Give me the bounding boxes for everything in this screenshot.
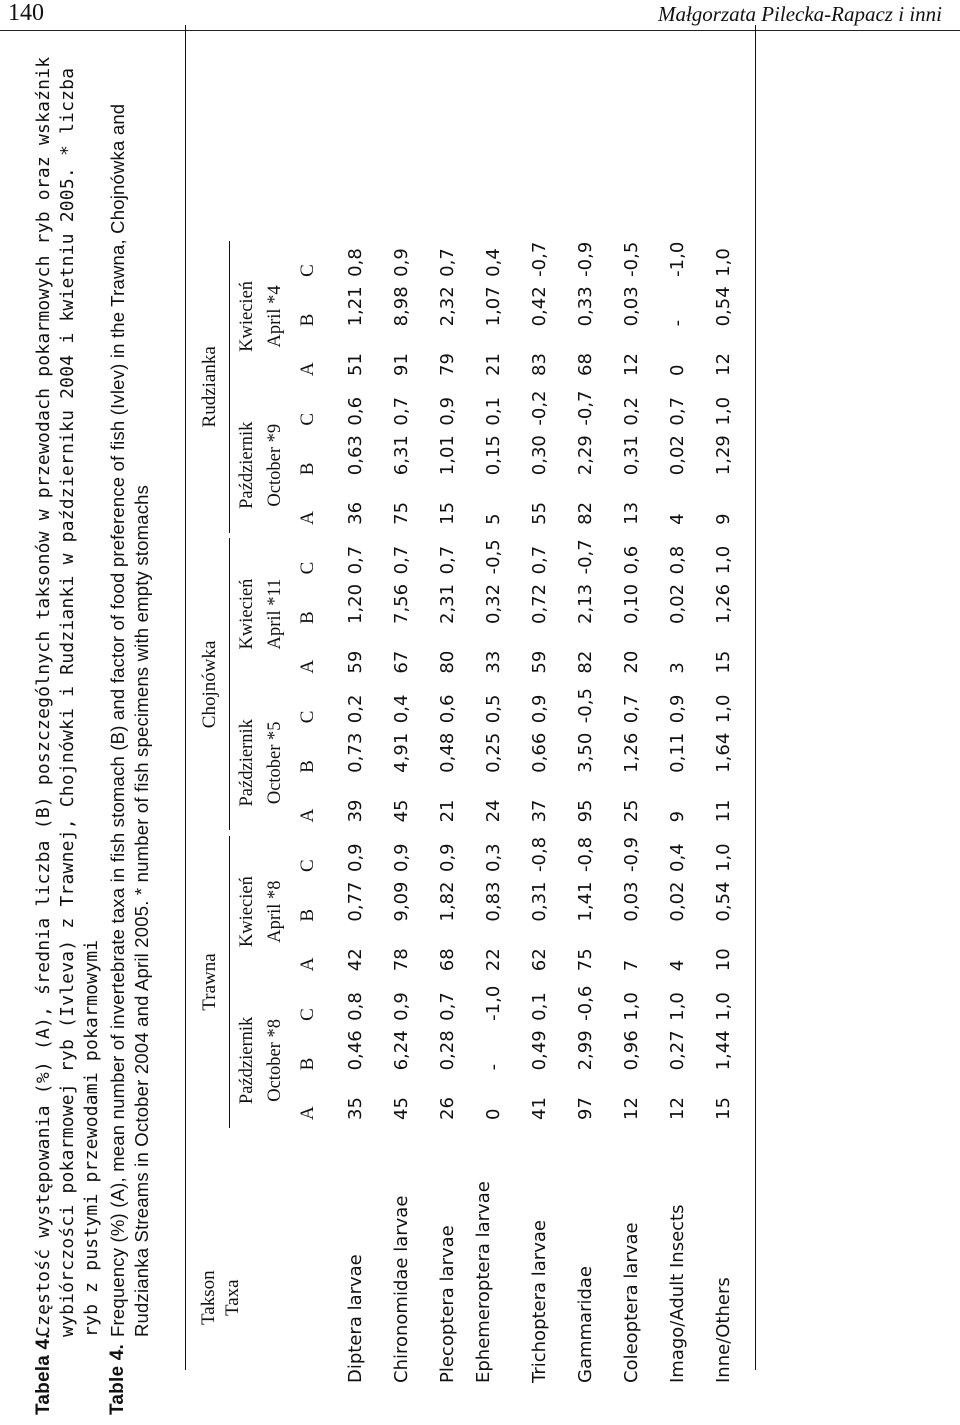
- table-cell: 4: [667, 959, 688, 972]
- subcolumn-header: C: [297, 264, 318, 277]
- table-cell: 0,7: [621, 694, 642, 724]
- subcolumn-header: A: [297, 957, 318, 972]
- table-cell: -0,5: [621, 241, 642, 277]
- table-cell: 1,0: [713, 248, 734, 277]
- table-cell: 0,11: [667, 732, 688, 773]
- table-cell: 0,6: [437, 694, 458, 724]
- table-cell: 1,0: [621, 992, 642, 1021]
- table-cell: 1,41: [575, 881, 596, 922]
- table-cell: 0,03: [621, 881, 642, 922]
- table-cell: 0,30: [529, 435, 550, 476]
- subcolumn-header: C: [297, 412, 318, 426]
- table-cell: 0,7: [391, 396, 412, 426]
- table-cell: 45: [391, 1097, 412, 1120]
- table-cell: 2,32: [437, 286, 458, 327]
- page-number: 140: [8, 0, 44, 26]
- table-cell: -0,8: [529, 836, 550, 872]
- table-cell: 0,6: [345, 396, 366, 426]
- table-cell: 2,31: [437, 583, 458, 624]
- table-cell: 97: [575, 1097, 596, 1120]
- table-cell: 24: [483, 799, 504, 823]
- table-cell: 0: [483, 1108, 504, 1120]
- season-label-en: October *9: [265, 423, 285, 507]
- season-header: [233, 247, 289, 386]
- table-cell: 59: [345, 650, 366, 674]
- table-cell: 0,42: [529, 286, 550, 327]
- table-cell: 0,7: [345, 545, 366, 575]
- subcolumn-header: B: [297, 611, 318, 624]
- season-label-pl: Kwiecień: [237, 280, 257, 352]
- table-cell: 68: [575, 353, 596, 376]
- table-cell: 36: [345, 501, 366, 525]
- caption-polish-text: Częstość występowania (%) (A), średnia liczba (B) poszczególnych taksonów w przewodach pokarmowych ryb oraz wskaźnik wybiórczości pokarmowej ryb (Ivleva) z Trawnej, Chojnówki i Rudzianki w październiku 2004 i kwietniu 2005. * liczba ryb z pustymi przewodami pokarmowymi: [33, 56, 102, 1337]
- subcolumn-header: B: [297, 462, 318, 476]
- subcolumn-header: C: [297, 1008, 318, 1021]
- stream-header: Rudzianka: [199, 346, 220, 428]
- table-cell: 7: [621, 959, 642, 972]
- table-cell: 0,02: [667, 435, 688, 476]
- season-label-pl: Październik: [237, 719, 257, 807]
- table-cell: 67: [391, 650, 412, 674]
- table-cell: 0,9: [437, 843, 458, 872]
- rotated-page-content: [0, 35, 960, 1425]
- table-cell: 37: [529, 799, 550, 823]
- table-cell: 0,8: [667, 545, 688, 575]
- table-cell: 1,44: [713, 1030, 734, 1071]
- table-cell: 0,27: [667, 1030, 688, 1071]
- table-cell: 79: [437, 353, 458, 376]
- table-cell: 55: [529, 501, 550, 525]
- table-cell: 82: [575, 501, 596, 525]
- table-cell: -0,6: [575, 985, 596, 1021]
- table-cell: 0,9: [667, 694, 688, 724]
- table-cell: 0,77: [345, 881, 366, 922]
- table-cell: 9,09: [391, 881, 412, 922]
- stream-header-rule: [229, 538, 230, 830]
- table-cell: 11: [713, 799, 734, 823]
- table-cell: 45: [391, 799, 412, 823]
- season-header: [233, 544, 289, 683]
- table-top-rule: [185, 25, 186, 1370]
- season-label-en: October *5: [265, 721, 285, 805]
- table-cell: -0,2: [529, 390, 550, 426]
- table-cell: -1,0: [483, 985, 504, 1021]
- table-cell: 68: [437, 948, 458, 972]
- subcolumn-header: C: [297, 561, 318, 575]
- row-taxon-label: Diptera larvae: [345, 1254, 366, 1383]
- table-cell: 0,2: [345, 694, 366, 724]
- table-cell: 15: [713, 1097, 734, 1120]
- table-cell: -0,7: [575, 539, 596, 575]
- table-cell: 1,26: [621, 732, 642, 773]
- row-taxon-label: Coleoptera larvae: [621, 1222, 642, 1383]
- table-cell: 95: [575, 799, 596, 823]
- table-cell: 1,29: [713, 435, 734, 476]
- season-label-en: April *11: [265, 578, 285, 650]
- row-taxon-label: Chironomidae larvae: [391, 1195, 412, 1383]
- table-cell: 0,54: [713, 881, 734, 922]
- table-cell: 15: [437, 501, 458, 525]
- table-cell: 0: [667, 364, 688, 376]
- running-title: Małgorzata Pilecka-Rapacz i inni: [657, 2, 942, 26]
- table-cell: 82: [575, 650, 596, 674]
- table-cell: 12: [621, 1097, 642, 1120]
- table-cell: 41: [529, 1097, 550, 1120]
- table-cell: 3,50: [575, 732, 596, 773]
- caption-polish: [32, 45, 104, 1415]
- table-cell: 0,25: [483, 732, 504, 773]
- table-cell: 1,0: [713, 545, 734, 575]
- table-cell: 2,13: [575, 583, 596, 624]
- table-cell: 1,0: [713, 992, 734, 1021]
- table-cell: 0,3: [483, 843, 504, 872]
- subcolumn-header: A: [297, 659, 318, 674]
- table-cell: 0,4: [391, 694, 412, 724]
- table-cell: 20: [621, 650, 642, 674]
- table-cell: 9: [713, 513, 734, 525]
- subcolumn-header: B: [297, 1057, 318, 1071]
- table-cell: 0,9: [529, 694, 550, 724]
- table-cell: 1,21: [345, 286, 366, 327]
- table-cell: 0,9: [391, 992, 412, 1021]
- table-cell: 0,03: [621, 286, 642, 327]
- table-cell: 6,31: [391, 435, 412, 476]
- taxon-header: [197, 1270, 245, 1325]
- table-cell: 1,01: [437, 435, 458, 476]
- table-cell: 2,29: [575, 435, 596, 476]
- header-rule: [0, 30, 960, 31]
- table-cell: 0,7: [391, 545, 412, 575]
- table-cell: 1,20: [345, 583, 366, 624]
- table-cell: 9: [667, 810, 688, 823]
- caption-english-text: Frequency (%) (A), mean number of invertebrate taxa in fish stomach (B) and factor of food preference of fish (Ivlev) in the Trawna, Chojnówka and Rudzianka Streams in October 2004 and April 2005. * number of fish specimens with empty stomachs: [107, 103, 152, 1337]
- table-cell: 22: [483, 948, 504, 972]
- table-cell: 0,9: [437, 396, 458, 426]
- row-taxon-label: Inne/Others: [713, 1277, 734, 1383]
- table-cell: -0,5: [575, 688, 596, 724]
- table-cell: 0,96: [621, 1030, 642, 1071]
- table-cell: 12: [667, 1097, 688, 1120]
- table-cell: 7,56: [391, 583, 412, 624]
- table-cell: 0,66: [529, 732, 550, 773]
- table-cell: 26: [437, 1097, 458, 1120]
- table-cell: -0,7: [529, 241, 550, 277]
- table-cell: 0,2: [621, 396, 642, 426]
- subcolumn-header: C: [297, 710, 318, 724]
- table-cell: -0,8: [575, 836, 596, 872]
- table-cell: 1,82: [437, 881, 458, 922]
- table-cell: 4: [667, 513, 688, 525]
- table-cell: 1,0: [713, 843, 734, 872]
- table-cell: 0,31: [529, 881, 550, 922]
- table-cell: 2,99: [575, 1030, 596, 1071]
- season-header: [233, 842, 289, 981]
- table-cell: 75: [575, 948, 596, 972]
- table-cell: 0,49: [529, 1030, 550, 1071]
- stream-header-rule: [229, 241, 230, 533]
- table-bottom-rule: [755, 25, 756, 1370]
- table-cell: 0,4: [667, 843, 688, 872]
- caption-english: [106, 45, 154, 1415]
- table-cell: 5: [483, 513, 504, 525]
- page-header: [0, 0, 960, 32]
- table-cell: 0,33: [575, 286, 596, 327]
- season-label-en: April *8: [265, 880, 285, 943]
- table-cell: 4,91: [391, 732, 412, 773]
- table-cell: 21: [437, 799, 458, 823]
- table-cell: 0,7: [437, 992, 458, 1021]
- season-header: [233, 991, 289, 1130]
- row-taxon-label: Gammaridae: [575, 1265, 596, 1383]
- subcolumn-header: A: [297, 808, 318, 823]
- table-cell: 59: [529, 650, 550, 674]
- season-header: [233, 396, 289, 535]
- table-cell: 0,1: [529, 992, 550, 1021]
- table-cell: 0,31: [621, 435, 642, 476]
- subcolumn-header: A: [297, 1106, 318, 1120]
- stream-header: Trawna: [199, 953, 220, 1011]
- table-cell: 91: [391, 353, 412, 376]
- season-label-en: April *4: [265, 285, 285, 348]
- table-cell: -0,9: [621, 836, 642, 872]
- table-cell: 39: [345, 799, 366, 823]
- table-cell: 0,9: [391, 248, 412, 277]
- taxon-header-en: Taxa: [222, 1279, 243, 1317]
- table-cell: 0,54: [713, 286, 734, 327]
- season-label-pl: Październik: [237, 421, 257, 509]
- row-taxon-label: Trichoptera larvae: [529, 1220, 550, 1383]
- table-cell: -: [483, 1063, 504, 1071]
- table-cell: 0,15: [483, 435, 504, 476]
- table-cell: 12: [621, 353, 642, 376]
- row-taxon-label: Ephemeroptera larvae: [473, 1181, 494, 1383]
- table-cell: 42: [345, 948, 366, 972]
- table-cell: 21: [483, 353, 504, 376]
- subcolumn-header: B: [297, 313, 318, 327]
- table-cell: 62: [529, 948, 550, 972]
- table-cell: 8,98: [391, 286, 412, 327]
- table-cell: 0,5: [483, 694, 504, 724]
- table-cell: 35: [345, 1097, 366, 1120]
- table-cell: 0,1: [483, 396, 504, 426]
- table-cell: 0,46: [345, 1030, 366, 1071]
- table-cell: 0,7: [437, 248, 458, 277]
- table-cell: 0,9: [391, 843, 412, 872]
- subcolumn-header: B: [297, 908, 318, 922]
- table-cell: 78: [391, 948, 412, 972]
- table-cell: 15: [713, 650, 734, 674]
- subcolumn-header: B: [297, 760, 318, 773]
- table-cell: -0,5: [483, 539, 504, 575]
- row-taxon-label: Imago/Adult Insects: [667, 1204, 688, 1383]
- table-cell: -0,9: [575, 241, 596, 277]
- table-cell: 10: [713, 948, 734, 972]
- table-cell: 0,7: [437, 545, 458, 575]
- table-cell: 0,48: [437, 732, 458, 773]
- taxon-header-pl: Takson: [198, 1270, 219, 1325]
- table-cell: 33: [483, 650, 504, 674]
- table-cell: 3: [667, 662, 688, 674]
- table-cell: 0,7: [529, 545, 550, 575]
- table-cell: 1,26: [713, 583, 734, 624]
- season-label-pl: Kwiecień: [237, 578, 257, 650]
- table-cell: 1,0: [713, 694, 734, 724]
- table-cell: 0,7: [667, 396, 688, 426]
- table-cell: 80: [437, 650, 458, 674]
- table-cell: -: [667, 319, 688, 327]
- table-cell: 1,07: [483, 286, 504, 327]
- table-cell: 1,0: [713, 396, 734, 426]
- table-cell: 0,32: [483, 583, 504, 624]
- table-cell: 0,02: [667, 583, 688, 624]
- table-cell: 13: [621, 501, 642, 525]
- subcolumn-header: A: [297, 511, 318, 525]
- table-cell: 0,8: [345, 248, 366, 277]
- table-cell: -1,0: [667, 241, 688, 277]
- subcolumn-header: C: [297, 859, 318, 872]
- table-cell: 0,28: [437, 1030, 458, 1071]
- table-cell: 1,64: [713, 732, 734, 773]
- caption-polish-label: Tabela 4.: [33, 1333, 54, 1415]
- table-cell: 0,72: [529, 583, 550, 624]
- caption-english-label: Table 4.: [107, 1344, 128, 1415]
- subcolumn-header: A: [297, 362, 318, 376]
- season-label-en: October *8: [265, 1019, 285, 1102]
- stream-header-rule: [229, 836, 230, 1128]
- season-label-pl: Kwiecień: [237, 876, 257, 948]
- table-cell: 0,73: [345, 732, 366, 773]
- table-cell: 75: [391, 501, 412, 525]
- season-header: [233, 693, 289, 832]
- table-cell: 0,63: [345, 435, 366, 476]
- table-cell: -0,7: [575, 390, 596, 426]
- table-cell: 0,10: [621, 583, 642, 624]
- stream-header: Chojnówka: [199, 640, 220, 729]
- season-label-pl: Październik: [237, 1016, 257, 1105]
- table-cell: 25: [621, 799, 642, 823]
- table-cell: 1,0: [667, 992, 688, 1021]
- table-cell: 83: [529, 353, 550, 376]
- table-cell: 51: [345, 353, 366, 376]
- table-cell: 12: [713, 353, 734, 376]
- table-cell: 6,24: [391, 1030, 412, 1071]
- table-cell: 0,6: [621, 545, 642, 575]
- table-cell: 0,8: [345, 992, 366, 1021]
- table-cell: 0,83: [483, 881, 504, 922]
- table-cell: 0,02: [667, 881, 688, 922]
- table-cell: 0,4: [483, 248, 504, 277]
- table-cell: 0,9: [345, 843, 366, 872]
- row-taxon-label: Plecoptera larvae: [437, 1225, 458, 1383]
